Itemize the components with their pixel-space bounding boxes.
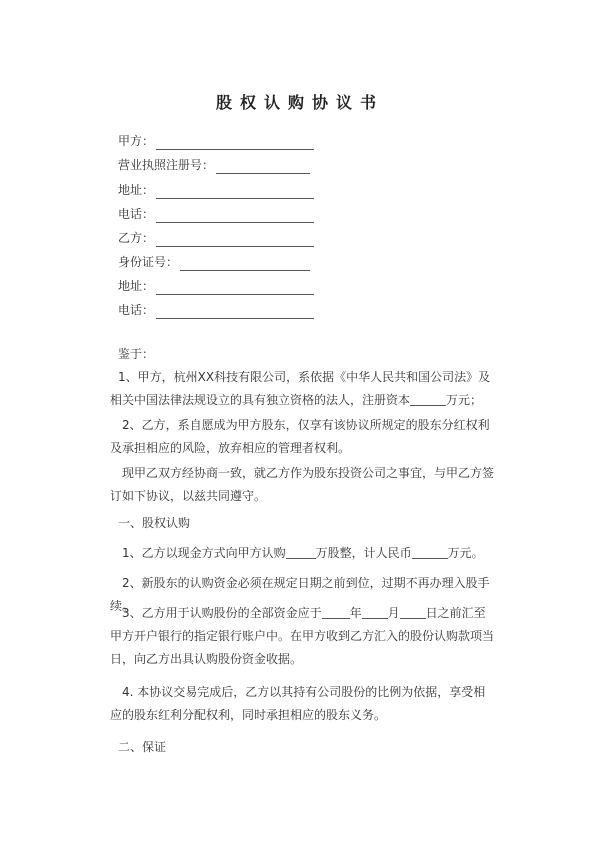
day-blank[interactable] bbox=[400, 605, 426, 619]
party-a-blank[interactable] bbox=[156, 135, 314, 150]
party-a-phone-row bbox=[118, 205, 314, 223]
party-b-phone-label: 电话： bbox=[118, 303, 155, 317]
party-a-phone-label: 电话： bbox=[118, 207, 155, 221]
clause-2: 2、乙方，系自愿成为甲方股东，仅享有该协议所规定的股东分红权利及承担相应的风险，放弃相应的管理者权利。 bbox=[110, 418, 490, 455]
section-1-heading: 一、股权认购 bbox=[118, 516, 191, 530]
party-b-label: 乙方： bbox=[118, 231, 155, 245]
party-a-address-label: 地址： bbox=[118, 183, 155, 197]
rmb-amount-blank[interactable] bbox=[412, 545, 448, 559]
party-b-blank[interactable] bbox=[156, 232, 314, 247]
party-b-address-label: 地址： bbox=[118, 279, 155, 293]
shares-blank[interactable] bbox=[286, 545, 316, 559]
s1-item1-text-b: 万股整，计人民币 bbox=[315, 546, 412, 560]
license-number-row bbox=[118, 156, 310, 174]
party-a-address-blank[interactable] bbox=[156, 184, 314, 199]
section-1-item-1 bbox=[110, 542, 495, 565]
license-number-label: 营业执照注册号： bbox=[118, 158, 215, 172]
party-a-label: 甲方： bbox=[118, 134, 155, 148]
party-a-row bbox=[118, 132, 314, 150]
s1-item1-text-c: 万元。 bbox=[447, 546, 484, 560]
clause-1-text: 1、甲方，杭州XX科技有限公司，系依据《中华人民共和国公司法》及相关中国法律法规设立的具有独立资格的法人，注册资本 bbox=[110, 370, 491, 407]
party-a-phone-blank[interactable] bbox=[156, 208, 314, 223]
intro-paragraph: 现甲乙双方经协商一致，就乙方作为股东投资公司之事宜，与甲乙方签订如下协议，以兹共同遵守。 bbox=[110, 466, 495, 503]
id-number-label: 身份证号： bbox=[118, 255, 179, 269]
document-title: 股权认购协议书 bbox=[215, 93, 384, 112]
id-number-row bbox=[118, 253, 310, 271]
section-1-item-2: 2、新股东的认购资金必须在规定日期之前到位，过期不再办理入股手续。 bbox=[110, 576, 490, 613]
month-blank[interactable] bbox=[362, 605, 388, 619]
s1-item3-text-b: 日之前汇至甲方开户银行的指定银行账户中。在甲方收到乙方汇入的股份认购款项当日，向乙方出具认购股份资金收据。 bbox=[110, 606, 495, 666]
year-blank[interactable] bbox=[322, 605, 350, 619]
license-number-blank[interactable] bbox=[216, 159, 310, 174]
party-b-address-blank[interactable] bbox=[156, 280, 314, 295]
section-1-item-3 bbox=[110, 602, 495, 671]
id-number-blank[interactable] bbox=[180, 256, 310, 271]
section-2-heading: 二、保证 bbox=[118, 740, 167, 754]
party-b-address-row bbox=[118, 277, 314, 295]
clause-1 bbox=[110, 366, 495, 412]
section-1-item-4: 4. 本协议交易完成后，乙方以其持有公司股份的比例为依据，享受相应的股东红利分配权利，同时承担相应的股东义务。 bbox=[110, 685, 486, 722]
capital-blank[interactable] bbox=[410, 392, 446, 406]
party-b-phone-blank[interactable] bbox=[156, 304, 314, 319]
whereas-label: 鉴于： bbox=[118, 347, 155, 361]
clause-1-end: 万元； bbox=[446, 393, 483, 407]
party-a-address-row bbox=[118, 181, 314, 199]
s1-item3-month: 月 bbox=[387, 606, 400, 620]
s1-item1-text-a: 1、乙方以现金方式向甲方认购 bbox=[122, 546, 286, 560]
party-b-phone-row bbox=[118, 301, 314, 319]
party-b-row bbox=[118, 229, 314, 247]
s1-item3-text-a: 3、乙方用于认购股份的全部资金应于 bbox=[122, 606, 322, 620]
s1-item3-year: 年 bbox=[349, 606, 362, 620]
